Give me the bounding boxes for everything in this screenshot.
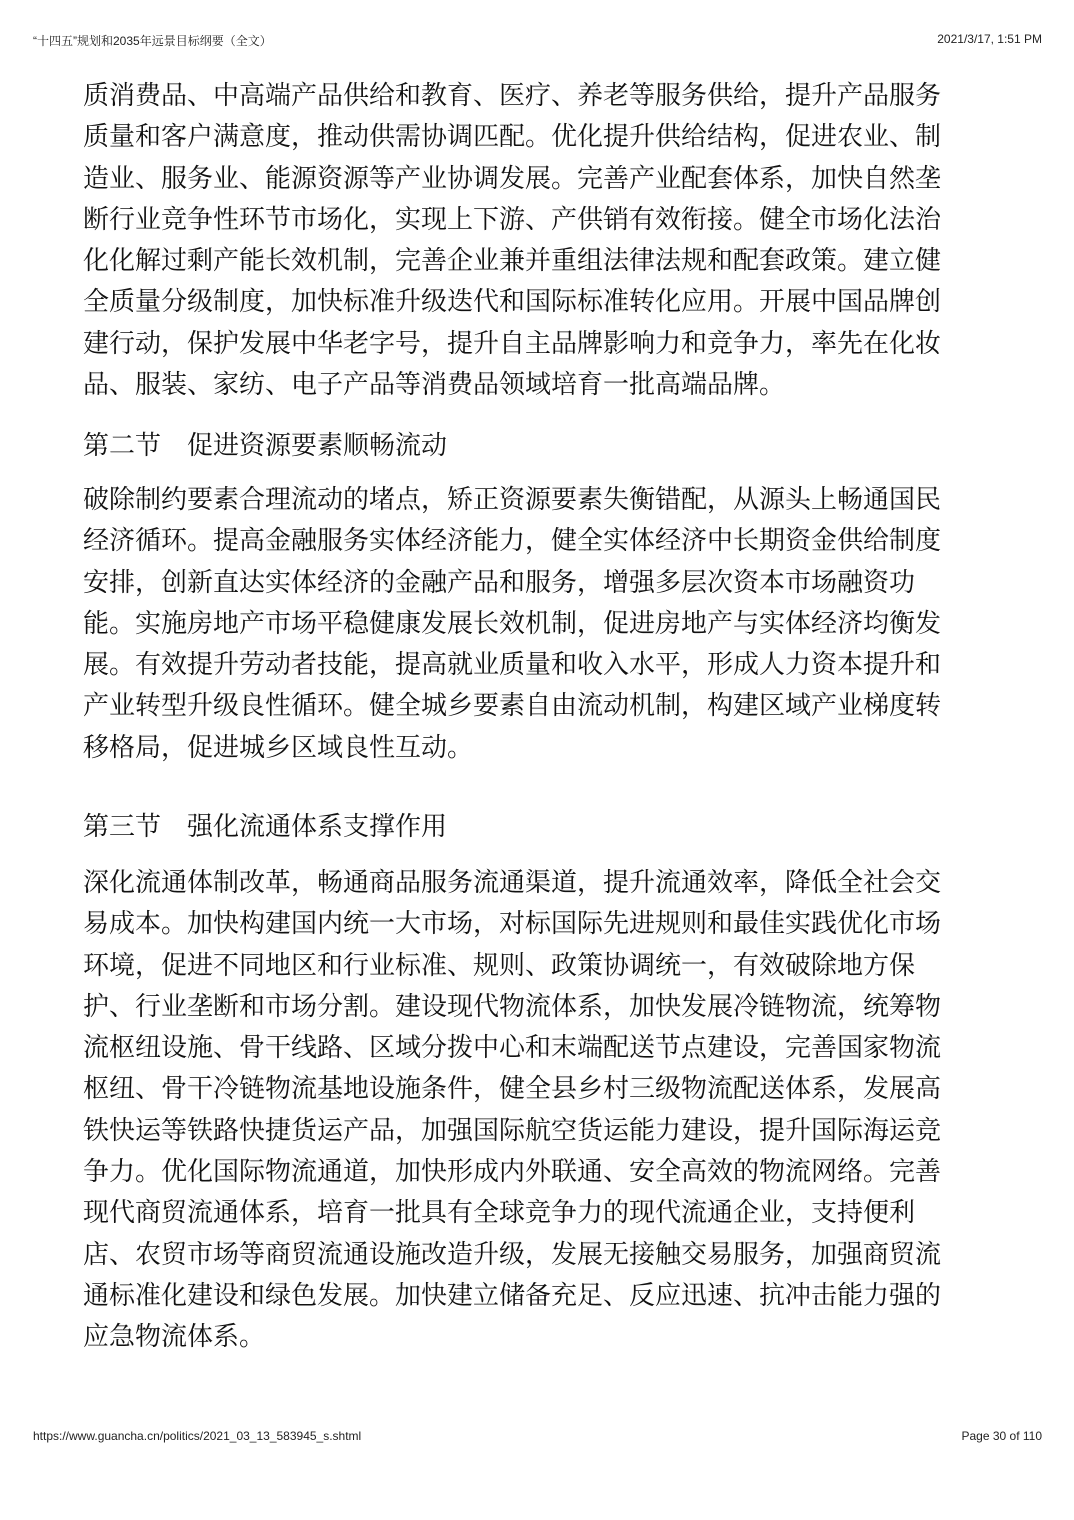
text-line: 易成本。加快构建国内统一大市场，对标国际先进规则和最佳实践优化市场 xyxy=(83,909,942,940)
text-line: 现代商贸流通体系，培育一批具有全球竞争力的现代流通企业，支持便利 xyxy=(83,1198,916,1229)
text-line: 破除制约要素合理流动的堵点，矫正资源要素失衡错配，从源头上畅通国民 xyxy=(83,485,942,515)
paragraph-3 xyxy=(83,863,1003,1359)
text-line: 铁快运等铁路快捷货运产品，加强国际航空货运能力建设，提升国际海运竞 xyxy=(83,1115,942,1146)
text-line: 通标准化建设和绿色发展。加快建立储备充足、反应迅速、抗冲击能力强的 xyxy=(83,1280,942,1311)
text-line: 全质量分级制度，加快标准升级迭代和国际标准转化应用。开展中国品牌创 xyxy=(83,287,942,318)
text-line: 深化流通体制改革，畅通商品服务流通渠道，提升流通效率，降低全社会交 xyxy=(83,868,942,898)
text-line: 造业、服务业、能源资源等产业协调发展。完善产业配套体系，加快自然垄 xyxy=(83,163,942,194)
text-line: 能。实施房地产市场平稳健康发展长效机制，促进房地产与实体经济均衡发 xyxy=(83,608,942,639)
heading-text: 第三节 强化流通体系支撑作用 xyxy=(83,812,448,842)
text-line: 护、行业垄断和市场分割。建设现代物流体系，加快发展冷链物流，统筹物 xyxy=(83,991,942,1022)
text-line: 应急物流体系。 xyxy=(83,1322,266,1353)
print-header-title: “十四五”规划和2035年远景目标纲要（全文） xyxy=(33,34,272,48)
text-line: 安排，创新直达实体经济的金融产品和服务，增强多层次资本市场融资功 xyxy=(83,567,916,598)
text-line: 争力。优化国际物流通道，加快形成内外联通、安全高效的物流网络。完善 xyxy=(83,1157,942,1188)
print-footer-page: Page 30 of 110 xyxy=(961,1429,1042,1443)
section-heading-2 xyxy=(83,426,1003,467)
text-line: 经济循环。提高金融服务实体经济能力，健全实体经济中长期资金供给制度 xyxy=(83,526,942,557)
text-line: 环境，促进不同地区和行业标准、规则、政策协调统一，有效破除地方保 xyxy=(83,950,916,981)
text-line: 移格局，促进城乡区域良性互动。 xyxy=(83,732,474,763)
text-line: 流枢纽设施、骨干线路、区域分拨中心和末端配送节点建设，完善国家物流 xyxy=(83,1033,942,1064)
section-heading-3 xyxy=(83,807,1003,848)
text-line: 枢纽、骨干冷链物流基地设施条件，健全县乡村三级物流配送体系，发展高 xyxy=(83,1074,942,1105)
print-footer-url: https://www.guancha.cn/politics/2021_03_13_583945_s.shtml xyxy=(33,1429,362,1443)
text-line: 断行业竞争性环节市场化，实现上下游、产供销有效衔接。健全市场化法治 xyxy=(83,204,942,235)
text-line: 质消费品、中高端产品供给和教育、医疗、养老等服务供给，提升产品服务 xyxy=(83,81,942,111)
heading-text: 第二节 促进资源要素顺畅流动 xyxy=(83,431,448,461)
paragraph-2 xyxy=(83,480,1003,769)
text-line: 产业转型升级良性循环。健全城乡要素自由流动机制，构建区域产业梯度转 xyxy=(83,691,942,722)
text-line: 化化解过剩产能长效机制，完善企业兼并重组法律法规和配套政策。建立健 xyxy=(83,246,942,277)
print-header-datetime: 2021/3/17, 1:51 PM xyxy=(937,32,1042,46)
text-line: 展。有效提升劳动者技能，提高就业质量和收入水平，形成人力资本提升和 xyxy=(83,650,942,681)
text-line: 品、服装、家纺、电子产品等消费品领域培育一批高端品牌。 xyxy=(83,370,786,401)
text-line: 建行动，保护发展中华老字号，提升自主品牌影响力和竞争力，率先在化妆 xyxy=(83,328,942,359)
text-line: 店、农贸市场等商贸流通设施改造升级，发展无接触交易服务，加强商贸流 xyxy=(83,1239,942,1270)
paragraph-1 xyxy=(83,76,1003,406)
text-line: 质量和客户满意度，推动供需协调匹配。优化提升供给结构，促进农业、制 xyxy=(83,122,942,153)
